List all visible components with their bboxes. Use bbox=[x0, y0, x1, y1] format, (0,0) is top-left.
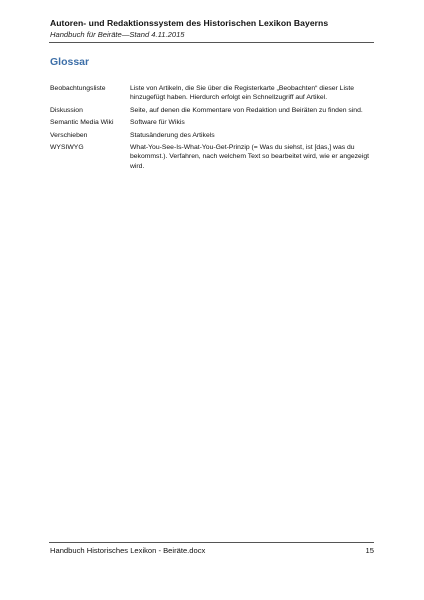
glossary-term: Verschieben bbox=[50, 131, 88, 139]
glossary-term: WYSIWYG bbox=[50, 144, 84, 152]
glossary-row bbox=[50, 131, 380, 140]
glossary-row bbox=[50, 84, 380, 103]
running-header-subtitle: Handbuch für Beiräte—Stand 4.11.2015 bbox=[50, 30, 185, 39]
footer-filename: Handbuch Historisches Lexikon - Beiräte.docx bbox=[50, 546, 206, 555]
glossary-definition: Liste von Artikeln, die Sie über die Registerkarte „Beobachten“ dieser Liste hinzugefügt haben. Hierdurch erfolgt ein Schnellzugriff auf Artikel. bbox=[130, 85, 355, 102]
header-rule bbox=[49, 42, 374, 43]
glossary-definition: Seite, auf denen die Kommentare von Redaktion und Beiräten zu finden sind. bbox=[130, 106, 363, 114]
running-header-title: Autoren- und Redaktionssystem des Historischen Lexikon Bayerns bbox=[50, 18, 329, 28]
page-number: 15 bbox=[365, 546, 374, 555]
glossary-term: Semantic Media Wiki bbox=[50, 119, 114, 127]
footer-rule bbox=[49, 542, 374, 543]
glossary-definition: Software für Wikis bbox=[130, 119, 185, 127]
glossary-term: Diskussion bbox=[50, 106, 83, 114]
glossary-term: Beobachtungsliste bbox=[50, 85, 106, 92]
glossary-row bbox=[50, 143, 380, 171]
glossary-row bbox=[50, 106, 380, 115]
glossary-definition: Statusänderung des Artikels bbox=[130, 131, 215, 139]
section-heading: Glossar bbox=[50, 56, 90, 68]
glossary-definition: What-You-See-Is-What-You-Get-Prinzip (= Was du siehst, ist [das,] was du bekommst.). Verfahren, nach welchem Text so bearbeitet wird, wie er angezeigt wird. bbox=[130, 144, 370, 170]
glossary-table bbox=[50, 84, 380, 174]
glossary-row bbox=[50, 118, 380, 127]
